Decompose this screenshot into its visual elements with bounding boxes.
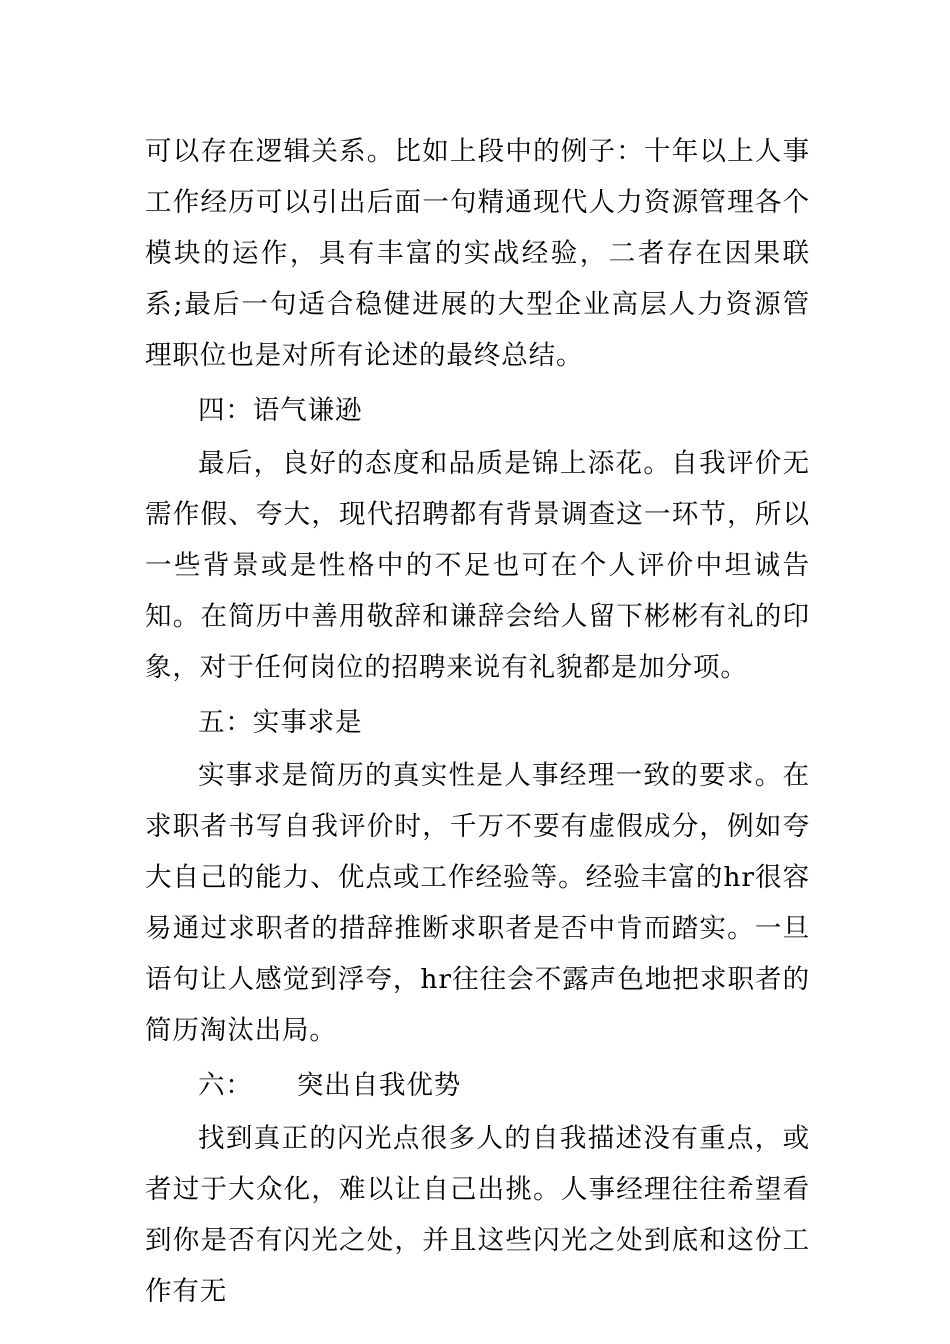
paragraph-logic: 可以存在逻辑关系。比如上段中的例子：十年以上人事工作经历可以引出后面一句精通现代人力资源管理各个模块的运作，具有丰富的实战经验，二者存在因果联系;最后一句适合稳健进展的大型企业高层人力资源管理职位也是对所有论述的最终总结。: [145, 136, 810, 371]
heading-truthful: 五：实事求是: [198, 707, 363, 738]
heading-strengths: [145, 1060, 810, 1111]
heading-modest-tone: 四：语气谦逊: [198, 395, 363, 426]
heading-strengths-number: 六：: [198, 1070, 253, 1101]
paragraph-truthfulness: 实事求是简历的真实性是人事经理一致的要求。在求职者书写自我评价时，千万不要有虚假成分，例如夸大自己的能力、优点或工作经验等。经验丰富的hr很容易通过求职者的措辞推断求职者是否中肯而踏实。一旦语句让人感觉到浮夸，hr往往会不露声色地把求职者的简历淘汰出局。: [145, 760, 810, 1046]
document-body: [145, 126, 810, 1317]
paragraph-attitude: 最后，良好的态度和品质是锦上添花。自我评价无需作假、夸大，现代招聘都有背景调查这一环节，所以一些背景或是性格中的不足也可在个人评价中坦诚告知。在简历中善用敬辞和谦辞会给人留下彬彬有礼的印象，对于任何岗位的招聘来说有礼貌都是加分项。: [145, 448, 810, 683]
heading-strengths-text: 突出自我优势: [296, 1070, 462, 1101]
paragraph-highlights: 找到真正的闪光点很多人的自我描述没有重点，或者过于大众化，难以让自己出挑。人事经理往往希望看到你是否有闪光之处，并且这些闪光之处到底和这份工作有无: [145, 1123, 810, 1307]
